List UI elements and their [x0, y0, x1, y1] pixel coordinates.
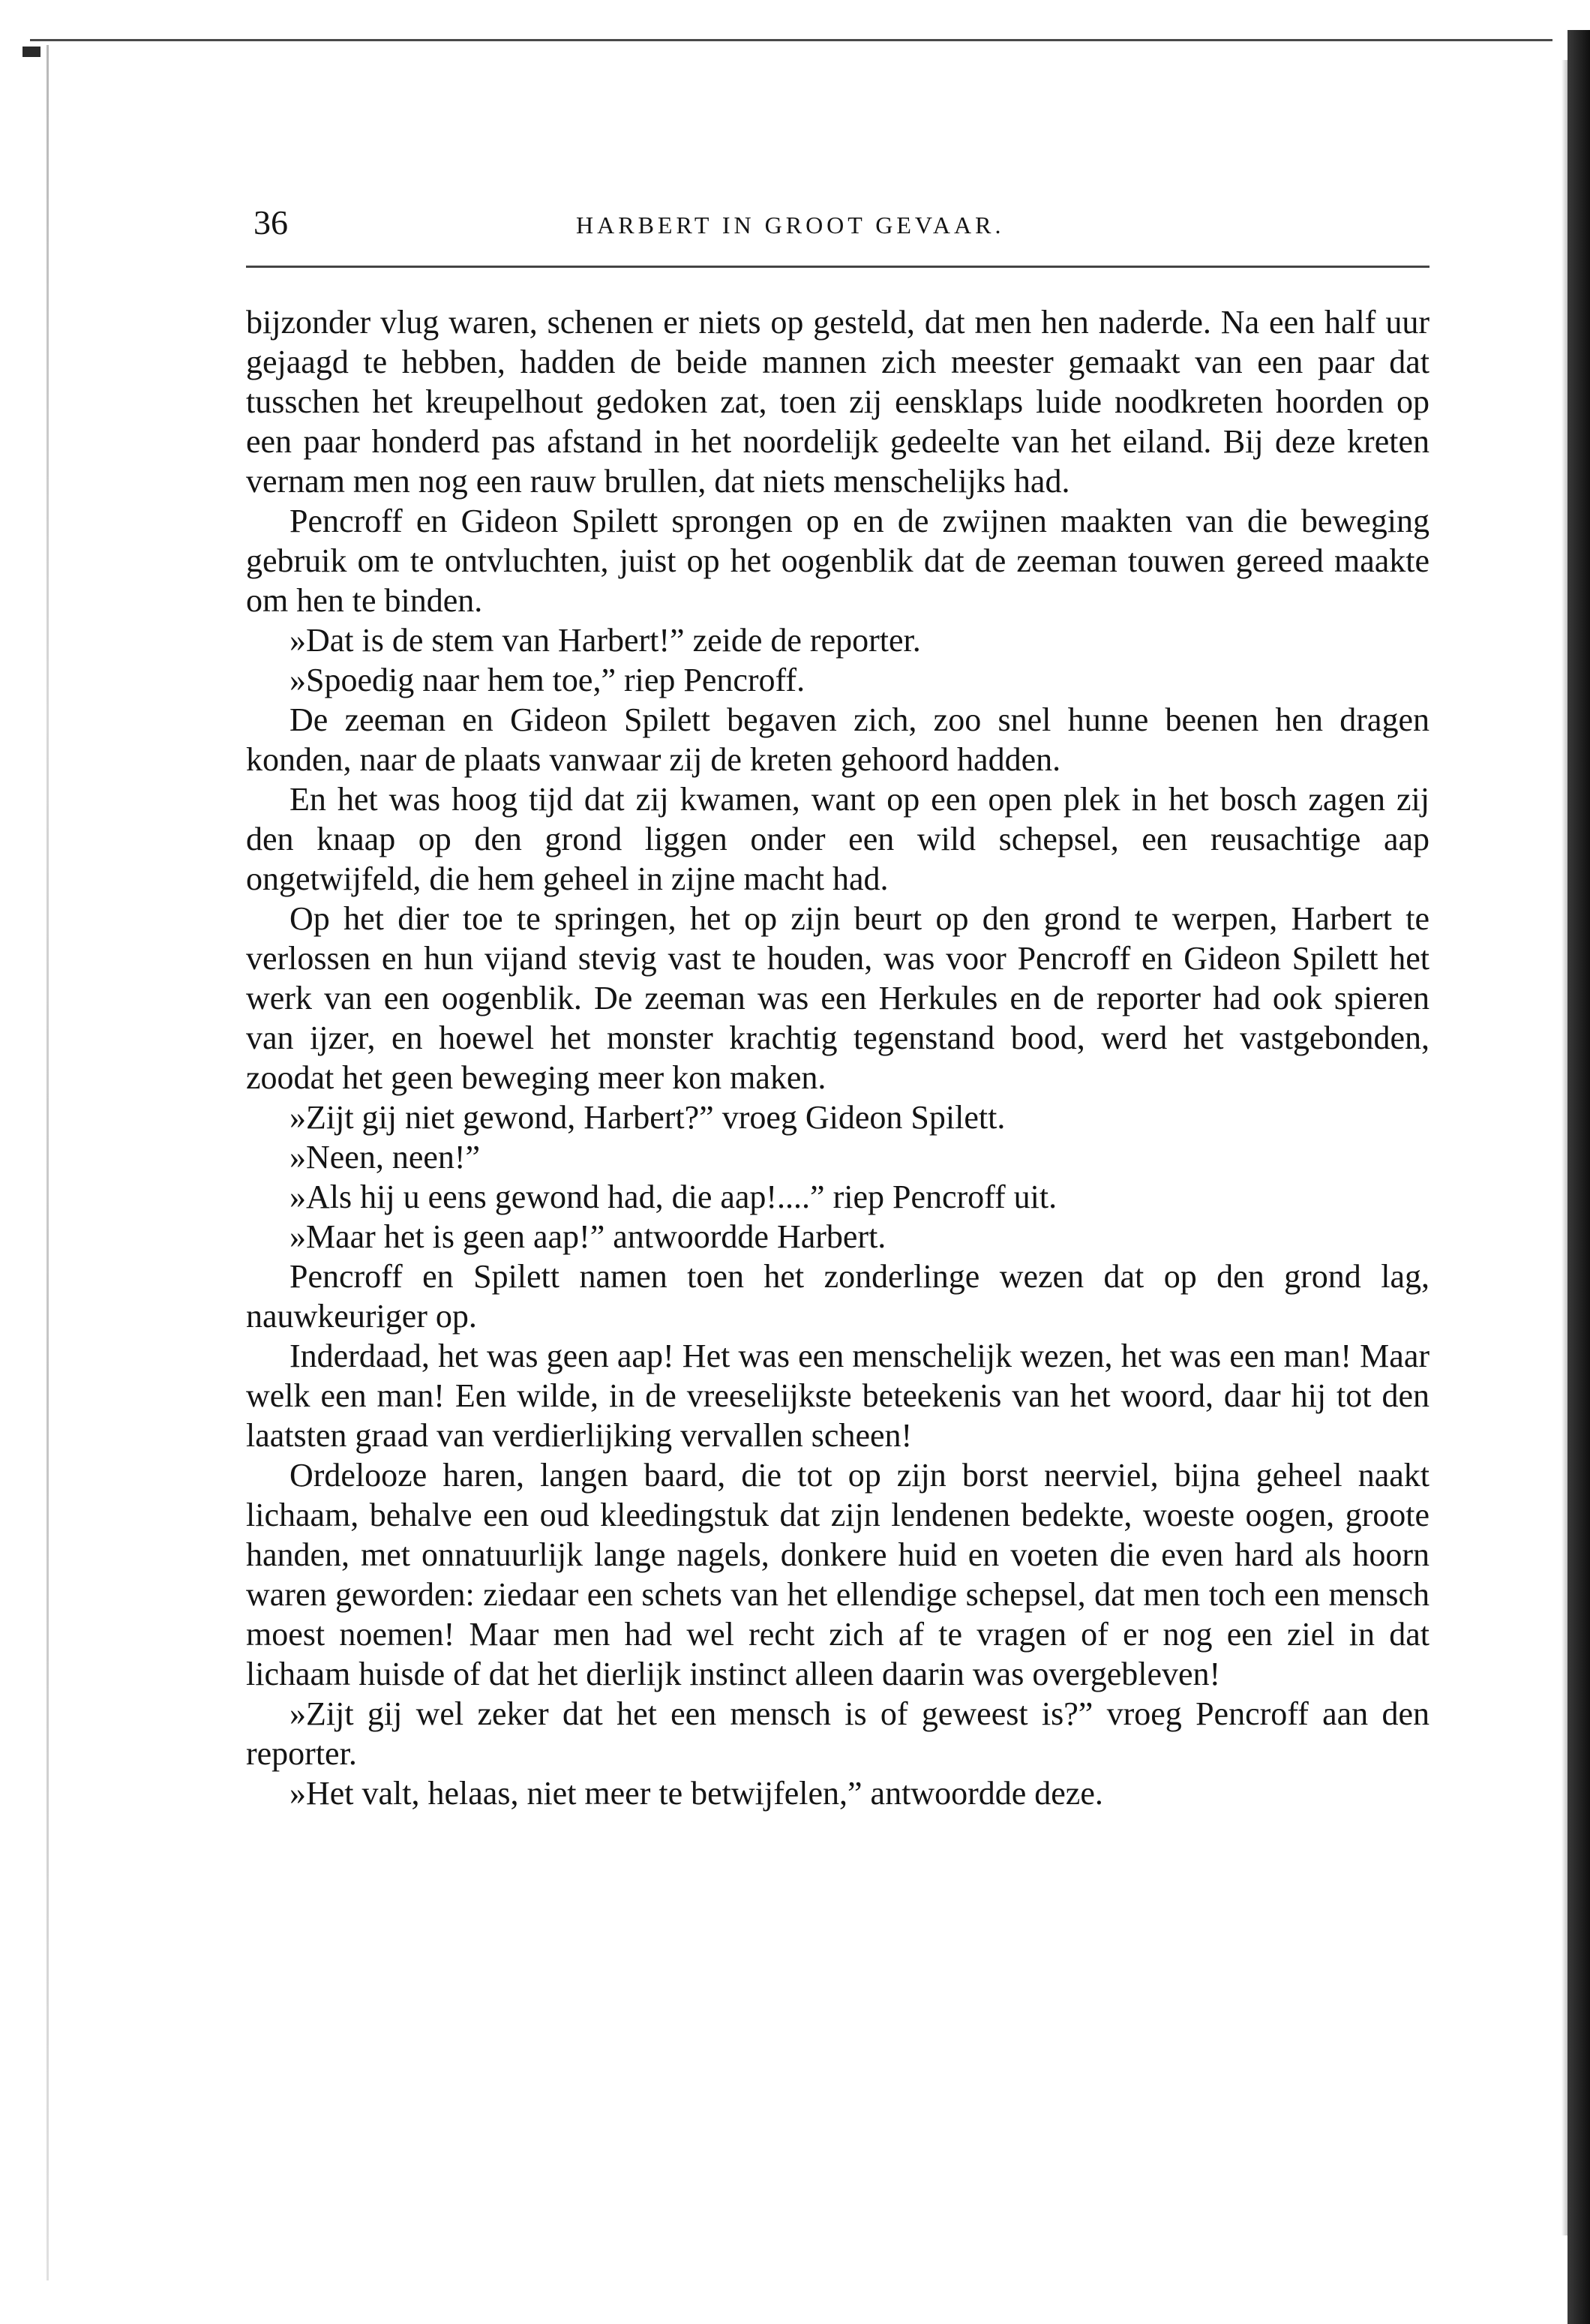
- paragraph: Op het dier toe te springen, het op zijn beurt op den grond te werpen, Harbert te verlossen en hun vijand stevig vast te houden, was voor Pencroff en Gideon Spilett het werk van een oogenblik. De zeeman was een Herkules en de reporter had ook spieren van ijzer, en hoewel het monster krachtig tegenstand bood, werd het vastgebonden, zoodat het geen beweging meer kon maken.: [246, 900, 1430, 1096]
- dialogue-line: »Dat is de stem van Harbert!” zeide de reporter.: [290, 622, 921, 659]
- book-page: [246, 197, 1430, 1813]
- dialogue-line: »Spoedig naar hem toe,” riep Pencroff.: [290, 662, 806, 698]
- dialogue-line: »Zijt gij niet gewond, Harbert?” vroeg Gideon Spilett.: [290, 1099, 1006, 1136]
- running-head: [246, 197, 1430, 249]
- scan-left-edge: [46, 45, 49, 2280]
- dialogue-line: »Zijt gij wel zeker dat het een mensch is of geweest is?” vroeg Pencroff aan den reporter.: [246, 1695, 1430, 1772]
- header-rule: [246, 266, 1430, 268]
- dialogue-line: »Het valt, helaas, niet meer te betwijfelen,” antwoordde deze.: [290, 1775, 1103, 1812]
- dialogue-line: »Neen, neen!”: [290, 1139, 481, 1176]
- scan-top-edge: [30, 39, 1552, 41]
- dialogue-line: »Als hij u eens gewond had, die aap!....” riep Pencroff uit.: [290, 1179, 1058, 1215]
- paragraph: Ordelooze haren, langen baard, die tot op zijn borst neerviel, bijna geheel naakt lichaam, behalve een oud kleedingstuk dat zijn lendenen bedekte, woeste oogen, groote handen, met onnatuurlijk lange nagels, donkere huid en voeten die even hard als hoorn waren geworden: ziedaar een schets van het ellendige schepsel, dat men toch een mensch moest noemen! Maar men had wel recht zich af te vragen of er nog een ziel in dat lichaam huisde of dat het dierlijk instinct alleen daarin was overgebleven!: [246, 1457, 1430, 1692]
- dialogue-line: »Maar het is geen aap!” antwoordde Harbert.: [290, 1218, 886, 1255]
- scan-right-shadow: [1562, 60, 1568, 2235]
- paragraph: Pencroff en Spilett namen toen het zonderlinge wezen dat op den grond lag, nauwkeuriger op.: [246, 1258, 1430, 1335]
- paragraph: bijzonder vlug waren, schenen er niets op gesteld, dat men hen naderde. Na een half uur gejaagd te hebben, hadden de beide mannen zich meester gemaakt van een paar dat tusschen het kreupelhout gedoken zat, toen zij eensklaps luide noodkreten hoorden op een paar honderd pas afstand in het noordelijk gedeelte van het eiland. Bij deze kreten vernam men nog een rauw brullen, dat niets menschelijks had.: [246, 304, 1430, 500]
- body-text: [246, 302, 1430, 1813]
- scan-corner-mark: [22, 47, 40, 57]
- paragraph: De zeeman en Gideon Spilett begaven zich, zoo snel hunne beenen hen dragen konden, naar de plaats vanwaar zij de kreten gehoord hadden.: [246, 701, 1430, 778]
- scan-right-edge: [1568, 30, 1590, 2324]
- paragraph: Inderdaad, het was geen aap! Het was een menschelijk wezen, het was een man! Maar welk een man! Een wilde, in de vreeselijkste beteekenis van het woord, daar hij tot den laatsten graad van verdierlijking vervallen scheen!: [246, 1338, 1430, 1454]
- paragraph: Pencroff en Gideon Spilett sprongen op en de zwijnen maakten van die beweging gebruik om te ontvluchten, juist op het oogenblik dat de zeeman touwen gereed maakte om hen te binden.: [246, 503, 1430, 619]
- paragraph: En het was hoog tijd dat zij kwamen, want op een open plek in het bosch zagen zij den knaap op den grond liggen onder een wild schepsel, een reusachtige aap ongetwijfeld, die hem geheel in zijne macht had.: [246, 781, 1430, 897]
- page-number: 36: [254, 203, 288, 242]
- chapter-title: HARBERT IN GROOT GEVAAR.: [576, 212, 1005, 239]
